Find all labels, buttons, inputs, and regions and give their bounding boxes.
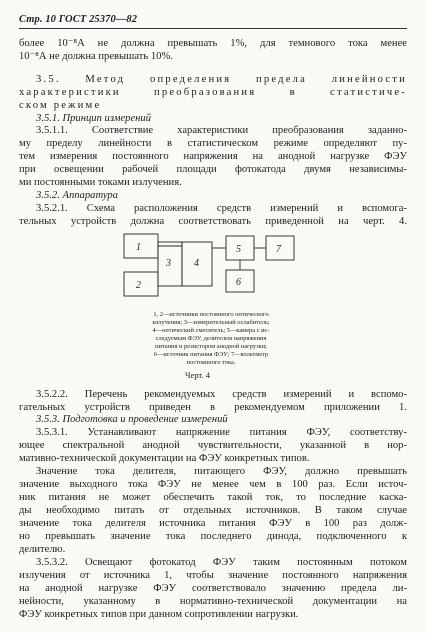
text-line: значение выходного тока ФЭУ не менее чем в 100 раз. Если источ- [19, 479, 407, 490]
text-line: Значение тока делителя, питающего ФЭУ, должно превышать [36, 466, 407, 477]
text-line: более 10⁻⁸А не должна превышать 1%, для темнового тока менее [19, 38, 407, 49]
text-line: 3.5.2.2. Перечень рекомендуемых средств измерений и вспомо- [36, 389, 407, 400]
diagram-block-2 [124, 272, 158, 296]
text-line: 10⁻⁸А не должна превышать 10%. [19, 51, 173, 62]
diagram-label-7: 7 [276, 244, 281, 255]
text-line: при освещении рабочей площади фотокатода двумя независимы- [19, 164, 407, 175]
caption-line: питания и резистором анодной нагрузки; [155, 343, 267, 350]
text-line: ФЭУ конкретных типов при данном сопротивлении нагрузки. [19, 609, 299, 620]
caption-line: 1, 2—источники постоянного оптического [153, 311, 269, 318]
text-line: ды необходимо питать от отдельных источников. В таком случае [19, 505, 407, 516]
figure-label: Черт. 4 [185, 370, 211, 380]
text-line: гательных устройств приведен в рекомендуемом приложении 1. [19, 402, 407, 413]
text-line: на анодной нагрузке ФЭУ соответствовало значению предела ли- [19, 583, 407, 594]
caption-line: 4—оптический смеситель; 5—камера с ис- [152, 327, 270, 334]
subsection-heading: 3.5.1. Принцип измерений [36, 113, 151, 124]
caption-line: 6—источник питания ФЭУ; 7—вольтметр [153, 351, 269, 358]
subsection-heading: 3.5.3. Подготовка и проведение измерений [36, 414, 228, 425]
page-header: Стр. 10 ГОСТ 25370—82 [19, 14, 138, 25]
text-line: но превышать значение тока последнего динода, подключенного к [19, 531, 407, 542]
diagram-label-4: 4 [194, 258, 199, 269]
text-line: делителю. [19, 544, 66, 555]
text-line: 3.5.3.2. Освещают фотокатод ФЭУ таким постоянным потоком [36, 557, 407, 568]
text-line: му пределу линейности в статистическом режиме определяют пу- [19, 138, 407, 149]
text-line: 3.5.2.1. Схема расположения средств измерений и вспомога- [36, 203, 407, 214]
section-heading-line: ском режиме [19, 100, 102, 111]
text-line: излучения от источника 1, чтобы значение постоянного напряжения [19, 570, 407, 581]
diagram-block-1 [124, 234, 158, 258]
diagram-label-6: 6 [236, 277, 241, 288]
diagram-label-3: 3 [166, 258, 171, 269]
text-line: 3.5.3.1. Устанавливают напряжение питания ФЭУ, соответству- [36, 427, 407, 438]
subsection-heading: 3.5.2. Аппаратура [36, 190, 118, 201]
text-line: ющее спектральной анодной чувствительности, указанной в нор- [19, 440, 407, 451]
diagram-label-5: 5 [236, 244, 241, 255]
caption-line: постоянного тока. [186, 359, 236, 366]
text-line: ник питания не может обеспечить такой ток, то последние каска- [19, 492, 407, 503]
section-heading-line: 3.5. Метод определения предела линейности [36, 74, 407, 85]
diagram-label-2: 2 [136, 280, 141, 291]
diagram-label-1: 1 [136, 242, 141, 253]
text-line: 3.5.1.1. Соответствие характеристики преобразования заданно- [36, 125, 407, 136]
text-line: ми постоянными токами излучения. [19, 177, 182, 188]
text-line: тельных устройств должна соответствовать приведенной на черт. 4. [19, 216, 407, 227]
text-line: нейности, указанному в нормативно-технической документации на [19, 596, 407, 607]
text-line: значение тока делителя источника питания ФЭУ в 100 раз долж- [19, 518, 407, 529]
caption-line: излучения; 3—измерительный ослабитель; [152, 319, 270, 326]
text-line: мативно-технической документации на ФЭУ конкретных типов. [19, 453, 310, 464]
section-heading-line: характеристики преобразования в статистиче- [19, 87, 407, 98]
caption-line: следуемым ФЭУ, делителем напряжения [155, 335, 267, 342]
text-line: тем измерения постоянного напряжения на анодной нагрузке ФЭУ [19, 151, 407, 162]
